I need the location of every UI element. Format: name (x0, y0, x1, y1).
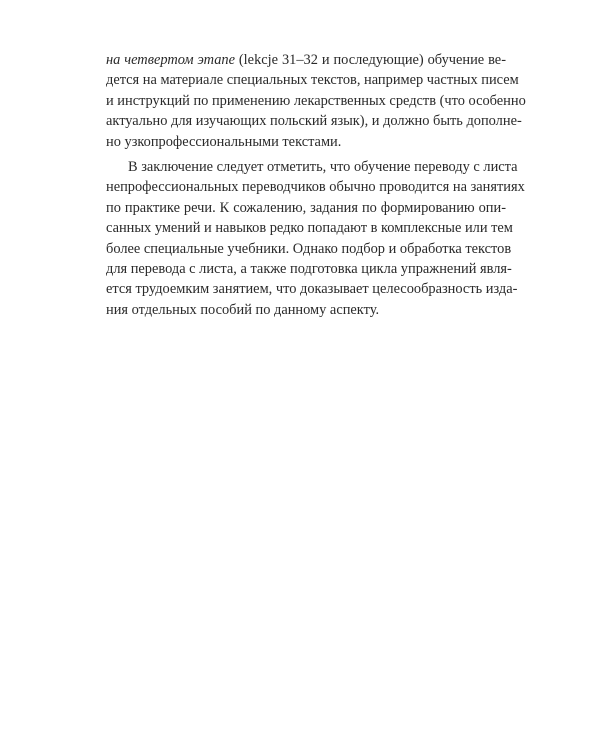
text-line (106, 50, 506, 70)
text-line: более специальные учебники. Однако подбор и обработка текстов (106, 240, 512, 257)
italic-term: на четвертом этапе (106, 52, 235, 68)
text-line: по практике речи. К сожалению, задания по формированию опи- (106, 199, 506, 216)
body-text (106, 50, 526, 320)
text-line: актуально для изучающих польский язык), и должно быть дополне- (106, 113, 522, 130)
text-line: непрофессиональных переводчиков обычно проводится на занятиях (106, 179, 525, 196)
text-line: ется трудоемким занятием, что доказывает целесообразность изда- (106, 281, 518, 298)
text-line: но узкопрофессиональными текстами. (106, 133, 342, 150)
text-line-rest: (lekcje 31–32 и последующие) обучение ве- (234, 52, 506, 68)
text-line: санных умений и навыков редко попадают в комплексные или тем (106, 220, 513, 237)
paragraph-stage-four (106, 50, 526, 152)
text-line: ния отдельных пособий по данному аспекту. (106, 301, 380, 318)
text-line: и инструкций по применению лекарственных средств (что особенно (106, 92, 526, 109)
text-line: В заключение следует отметить, что обучение переводу с листа (128, 158, 518, 175)
text-line: для перевода с листа, а также подготовка цикла упражнений явля- (106, 260, 512, 277)
text-line: дется на материале специальных текстов, например частных писем (106, 72, 519, 89)
paragraph-conclusion (106, 157, 525, 320)
